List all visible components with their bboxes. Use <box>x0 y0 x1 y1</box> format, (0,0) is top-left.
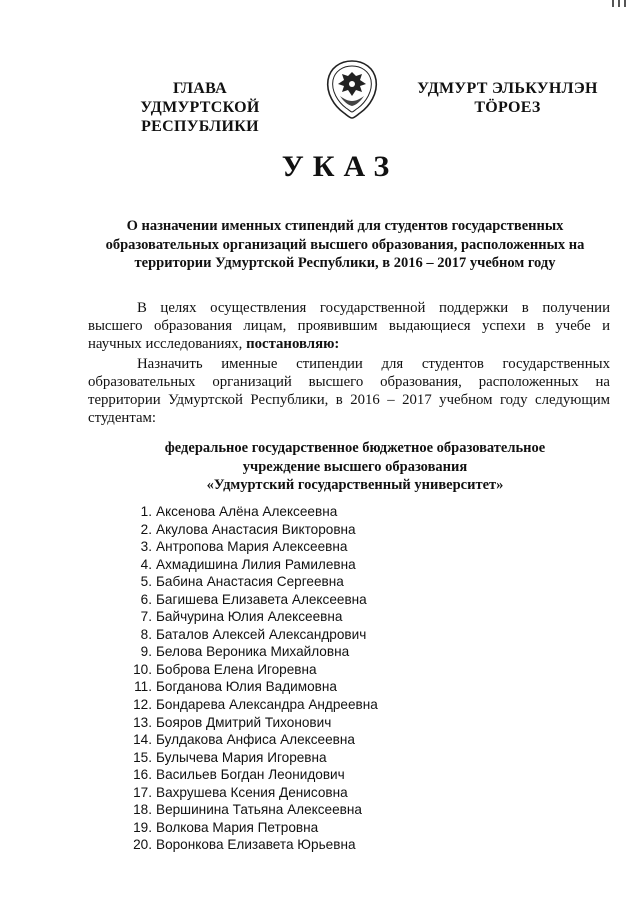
list-item <box>118 749 518 767</box>
decision-line3: территории Удмуртской Республики, в 2016 – 2017 учебном году следующим <box>88 392 610 408</box>
list-item <box>118 661 518 679</box>
scan-marks <box>610 0 632 10</box>
list-item <box>118 678 518 696</box>
list-item <box>118 784 518 802</box>
list-item <box>118 819 518 837</box>
udmurt-republic-emblem-icon <box>320 58 384 120</box>
list-item <box>118 521 518 539</box>
list-item-number: 20. <box>133 837 152 853</box>
list-item-name: Багишева Елизавета Алексеевна <box>156 591 367 607</box>
list-item <box>118 503 518 521</box>
list-item <box>118 836 518 854</box>
list-item-number: 9. <box>140 644 152 660</box>
organization-line2: учреждение высшего образования <box>242 458 468 475</box>
subject-line3: территории Удмуртской Республики, в 2016 – 2017 учебном году <box>134 255 556 271</box>
list-item-number: 5. <box>140 574 152 590</box>
list-item <box>118 591 518 609</box>
list-item <box>118 626 518 644</box>
list-item-name: Белова Вероника Михайловна <box>156 644 350 660</box>
organization-line1: федеральное государственное бюджетное образовательное <box>164 440 546 456</box>
paragraph-decision <box>88 355 610 427</box>
list-item-name: Вершинина Татьяна Алексеевна <box>156 802 362 818</box>
header-left-line1: ГЛАВА <box>173 80 227 97</box>
subject-line1: О назначении именных стипендий для студентов государственных <box>126 218 564 234</box>
list-item-number: 19. <box>133 819 152 835</box>
list-item-name: Булдакова Анфиса Алексеевна <box>156 732 355 748</box>
list-item <box>118 696 518 714</box>
list-item-number: 3. <box>140 539 152 555</box>
decision-line4: студентам: <box>88 410 157 426</box>
list-item-number: 10. <box>133 661 152 677</box>
list-item <box>118 538 518 556</box>
list-item-number: 15. <box>133 749 152 765</box>
list-item-name: Воронкова Елизавета Юрьевна <box>156 837 356 853</box>
list-item-number: 2. <box>140 521 152 537</box>
list-item-number: 6. <box>140 591 152 607</box>
list-item-name: Булычева Мария Игоревна <box>156 749 327 765</box>
decision-line1: Назначить именные стипендии для студентов государственных <box>137 356 610 372</box>
list-item <box>118 714 518 732</box>
list-item-name: Васильев Богдан Леонидович <box>156 767 345 783</box>
preamble-line3-bold: постановляю: <box>246 336 340 352</box>
list-item-name: Бояров Дмитрий Тихонович <box>156 714 332 730</box>
organization-heading <box>110 439 600 495</box>
decision-line2: образовательных организаций высшего образования, расположенных на <box>88 374 610 390</box>
list-item <box>118 766 518 784</box>
list-item-name: Акулова Анастасия Викторовна <box>156 521 356 537</box>
list-item-name: Бондарева Александра Андреевна <box>156 697 378 713</box>
list-item-number: 11. <box>134 679 152 695</box>
decree-subject <box>100 217 590 273</box>
list-item-number: 17. <box>133 784 152 800</box>
list-item-name: Вахрушева Ксения Денисовна <box>156 784 348 800</box>
header-left-line2: УДМУРТСКОЙ РЕСПУБЛИКИ <box>140 99 260 135</box>
list-item-number: 13. <box>133 714 152 730</box>
subject-line2: образовательных организаций высшего образования, расположенных на <box>105 236 585 253</box>
list-item-number: 1. <box>140 504 152 519</box>
list-item-name: Антропова Мария Алексеевна <box>156 539 348 555</box>
list-item-name: Боброва Елена Игоревна <box>156 661 317 677</box>
list-item-number: 14. <box>133 732 152 748</box>
preamble-line3 <box>88 335 610 353</box>
paragraph-preamble <box>88 299 610 353</box>
list-item-name: Богданова Юлия Вадимовна <box>156 679 337 695</box>
list-item-name: Байчурина Юлия Алексеевна <box>156 609 343 625</box>
header-left <box>80 79 320 136</box>
preamble-line3-text: научных исследованиях, <box>88 336 247 352</box>
preamble-line2: высшего образования лицам, проявившим выдающиеся успехи в учебе и <box>88 318 610 334</box>
organization-line3: «Удмуртский государственный университет» <box>206 477 504 493</box>
list-item-number: 8. <box>140 626 152 642</box>
students-list <box>118 503 518 854</box>
list-item-name: Бабина Анастасия Сергеевна <box>156 574 344 590</box>
list-item <box>118 573 518 591</box>
list-item <box>118 608 518 626</box>
list-item-number: 18. <box>133 802 152 818</box>
header-right-line2: ТӦРОЕЗ <box>474 99 541 116</box>
header-right <box>395 79 620 117</box>
list-item-number: 12. <box>133 697 152 713</box>
list-item-number: 7. <box>140 609 152 625</box>
list-item-number: 4. <box>140 556 152 572</box>
list-item <box>118 556 518 574</box>
preamble-line1: В целях осуществления государственной поддержки в получении <box>137 300 610 316</box>
list-item-name: Волкова Мария Петровна <box>156 819 319 835</box>
list-item-name: Баталов Алексей Александрович <box>156 626 367 642</box>
list-item <box>118 731 518 749</box>
header-right-line1: УДМУРТ ЭЛЬКУНЛЭН <box>417 80 598 97</box>
list-item-number: 16. <box>133 767 152 783</box>
document-title: УКАЗ <box>281 150 399 183</box>
list-item-name: Ахмадишина Лилия Рамилевна <box>156 556 356 572</box>
list-item-name: Аксенова Алёна Алексеевна <box>156 504 338 519</box>
list-item <box>118 801 518 819</box>
list-item <box>118 643 518 661</box>
